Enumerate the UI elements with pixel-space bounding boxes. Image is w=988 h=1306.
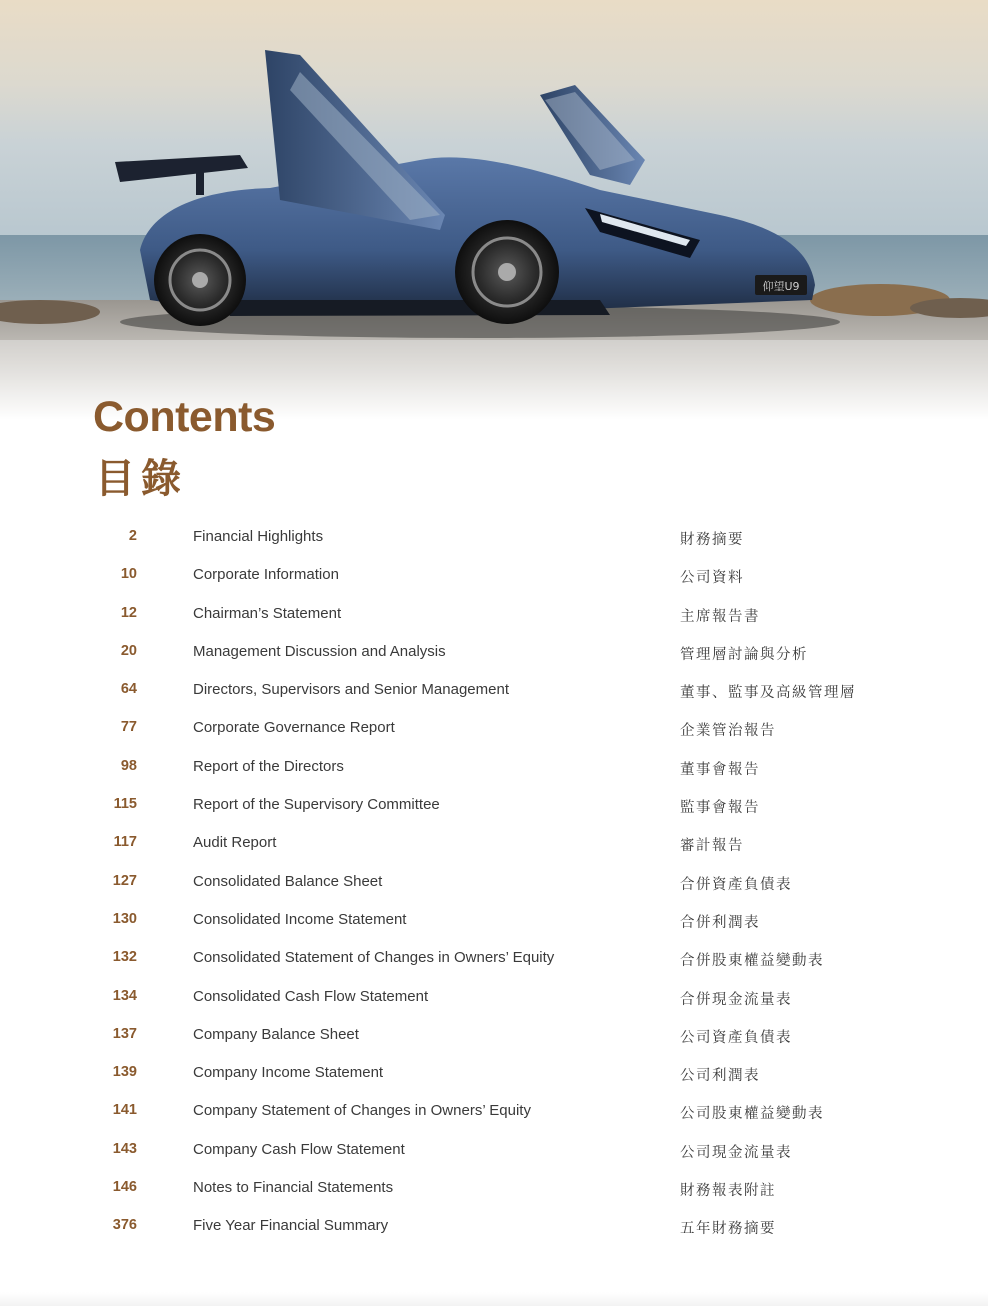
toc-title-english: Chairman’s Statement: [193, 604, 342, 622]
toc-title-chinese: 公司資產負債表: [680, 1029, 792, 1046]
toc-title-chinese: 公司股東權益變動表: [680, 1106, 824, 1123]
hero-car-photo: [0, 0, 988, 420]
toc-entry[interactable]: [0, 558, 988, 596]
toc-entry[interactable]: [0, 520, 988, 558]
toc-title-english: Company Cash Flow Statement: [193, 1140, 405, 1158]
toc-page-number: 77: [120, 719, 137, 736]
toc-entry[interactable]: [0, 1171, 988, 1209]
toc-entry[interactable]: [0, 941, 988, 979]
toc-title-english: Directors, Supervisors and Senior Management: [193, 681, 509, 699]
toc-title-english: Corporate Governance Report: [193, 719, 395, 737]
toc-page-number: 117: [113, 834, 137, 851]
contents-title: Contents: [93, 393, 276, 441]
toc-page-number: 132: [112, 949, 137, 966]
toc-entry[interactable]: [0, 980, 988, 1018]
toc-title-english: Consolidated Balance Sheet: [193, 872, 383, 890]
toc-page-number: 134: [112, 987, 137, 1004]
toc-title-chinese: 主席報告書: [680, 608, 760, 625]
toc-title-english: Report of the Directors: [193, 757, 344, 775]
toc-entry[interactable]: [0, 1094, 988, 1132]
table-of-contents: [0, 520, 988, 1248]
toc-title-chinese: 董事、監事及高級管理層: [680, 685, 856, 702]
toc-title-english: Company Income Statement: [193, 1064, 384, 1082]
toc-page-number: 143: [112, 1140, 137, 1157]
toc-page-number: 146: [112, 1179, 137, 1196]
toc-title-english: Management Discussion and Analysis: [193, 642, 446, 660]
toc-page-number: 376: [112, 1217, 137, 1234]
toc-entry[interactable]: [0, 903, 988, 941]
license-plate-text: 仰望U9: [762, 280, 800, 293]
toc-entry[interactable]: [0, 1056, 988, 1094]
toc-title-chinese: 公司利潤表: [680, 1068, 760, 1085]
toc-page-number: 2: [128, 528, 137, 544]
toc-page-number: 137: [112, 1025, 137, 1042]
toc-entry[interactable]: [0, 711, 988, 749]
toc-title-chinese: 企業管治報告: [680, 723, 776, 740]
toc-page-number: 10: [120, 566, 137, 583]
toc-title-chinese: 財務報表附註: [680, 1183, 776, 1200]
toc-title-english: Report of the Supervisory Committee: [193, 796, 440, 814]
toc-title-english: Consolidated Statement of Changes in Owners’ Equity: [193, 949, 555, 967]
toc-entry[interactable]: [0, 865, 988, 903]
toc-entry[interactable]: [0, 1018, 988, 1056]
toc-title-english: Company Statement of Changes in Owners’ Equity: [193, 1102, 531, 1120]
toc-title-chinese: 管理層討論與分析: [680, 646, 808, 663]
toc-entry[interactable]: [0, 597, 988, 635]
toc-title-english: Notes to Financial Statements: [193, 1179, 394, 1197]
toc-entry[interactable]: [0, 826, 988, 864]
toc-entry[interactable]: [0, 635, 988, 673]
toc-title-chinese: 財務摘要: [680, 532, 744, 548]
toc-title-chinese: 合併股東權益變動表: [680, 953, 824, 970]
page-bottom-shade: [0, 1292, 988, 1306]
toc-page-number: 64: [120, 681, 137, 698]
contents-title-chinese: 目錄: [95, 456, 187, 502]
toc-page-number: 127: [112, 872, 137, 889]
toc-title-english: Consolidated Cash Flow Statement: [193, 987, 429, 1005]
toc-title-chinese: 五年財務摘要: [680, 1221, 776, 1238]
toc-title-english: Company Balance Sheet: [193, 1025, 359, 1043]
toc-entry[interactable]: [0, 788, 988, 826]
toc-entry[interactable]: [0, 1133, 988, 1171]
toc-title-english: Audit Report: [193, 834, 277, 852]
toc-title-english: Corporate Information: [193, 566, 339, 584]
toc-title-chinese: 合併資產負債表: [680, 876, 792, 893]
toc-page-number: 141: [112, 1102, 137, 1119]
toc-title-chinese: 審計報告: [680, 838, 744, 855]
toc-title-english: Consolidated Income Statement: [193, 910, 407, 928]
toc-title-chinese: 公司資料: [680, 570, 744, 587]
toc-title-english: Five Year Financial Summary: [193, 1217, 389, 1235]
toc-page-number: 12: [120, 604, 137, 621]
toc-page-number: 130: [112, 910, 137, 927]
toc-title-chinese: 監事會報告: [680, 800, 760, 817]
toc-title-chinese: 董事會報告: [680, 761, 760, 778]
toc-title-chinese: 合併現金流量表: [680, 991, 792, 1008]
toc-page-number: 115: [113, 796, 137, 813]
toc-entry[interactable]: [0, 673, 988, 711]
toc-page-number: 20: [120, 642, 137, 659]
toc-title-english: Financial Highlights: [193, 528, 324, 545]
toc-title-chinese: 合併利潤表: [680, 914, 760, 931]
toc-entry[interactable]: [0, 1209, 988, 1247]
toc-page-number: 98: [120, 757, 137, 774]
toc-entry[interactable]: [0, 750, 988, 788]
toc-page-number: 139: [112, 1064, 137, 1081]
toc-title-chinese: 公司現金流量表: [680, 1144, 792, 1161]
